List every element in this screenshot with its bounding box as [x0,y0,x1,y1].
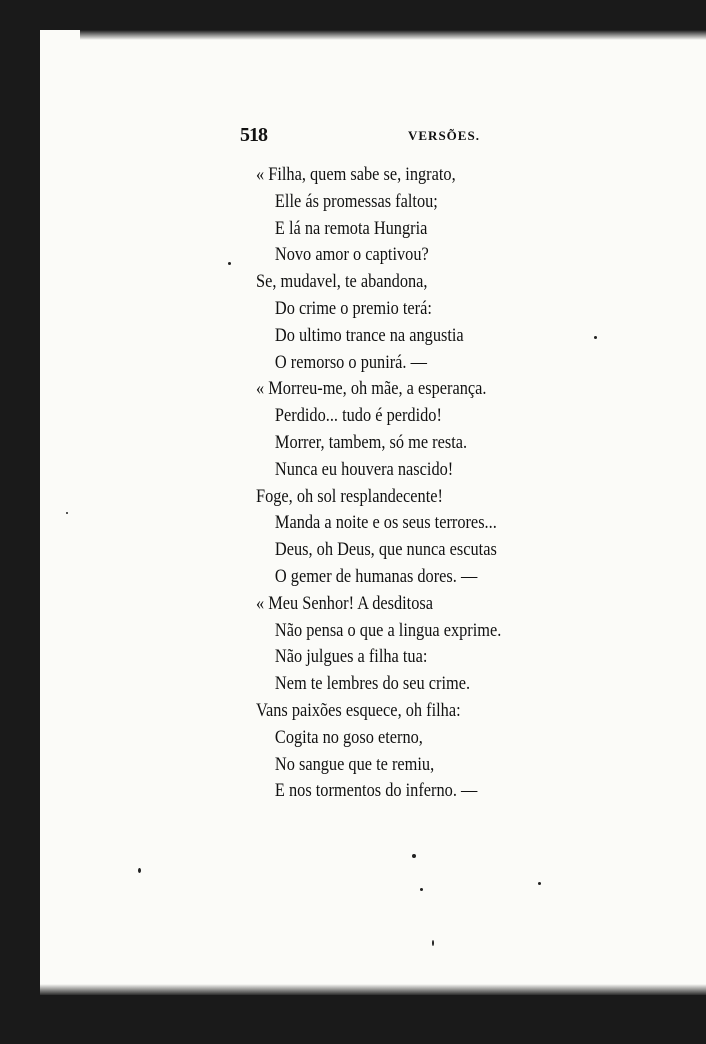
poem-line: No sangue que te remiu, [274,753,435,775]
poem-line: Do ultimo trance na angustia [274,324,464,346]
poem-line: O remorso o punirá. — [274,351,427,373]
poem-line: Elle ás promessas faltou; [274,190,438,212]
poem-line: Morrer, tambem, só me resta. [274,431,468,453]
page-header [240,124,540,148]
poem-line: Manda a noite e os seus terrores... [274,512,497,534]
poem-line: E nos tormentos do inferno. — [274,780,478,802]
ink-speck [66,512,68,514]
ink-speck [538,882,541,885]
poem-text [256,162,656,805]
page-edge-shadow-top [80,30,706,40]
poem-line: « Meu Senhor! A desditosa [256,592,434,614]
page-edge-shadow-bottom [40,984,706,996]
ink-speck [412,854,416,858]
poem-line: Se, mudavel, te abandona, [256,271,428,293]
poem-line: Vans paixões esquece, oh filha: [256,699,461,721]
poem-line: Nunca eu houvera nascido! [274,458,454,480]
poem-line: Perdido... tudo é perdido! [274,405,442,427]
poem-line: Novo amor o captivou? [274,244,429,266]
ink-speck [138,868,141,873]
poem-line: O gemer de humanas dores. — [274,565,478,587]
poem-line: Foge, oh sol resplandecente! [256,485,443,507]
poem-line: Não julgues a filha tua: [274,646,428,668]
poem-line: Do crime o premio terá: [274,297,432,319]
page-number: 518 [240,124,267,146]
ink-speck [228,262,231,265]
ink-speck [420,888,423,891]
ink-speck [432,940,434,946]
poem-line: E lá na remota Hungria [274,217,428,239]
poem-line: Cogita no goso eterno, [274,726,423,748]
poem-line: « Morreu-me, oh mãe, a esperança. [256,378,487,400]
poem-line: Não pensa o que a lingua exprime. [274,619,502,641]
poem-line: Nem te lembres do seu crime. [274,673,471,695]
poem-line: « Filha, quem sabe se, ingrato, [256,164,456,185]
running-head: VERSÕES. [408,128,480,143]
poem-line: Deus, oh Deus, que nunca escutas [274,539,497,561]
